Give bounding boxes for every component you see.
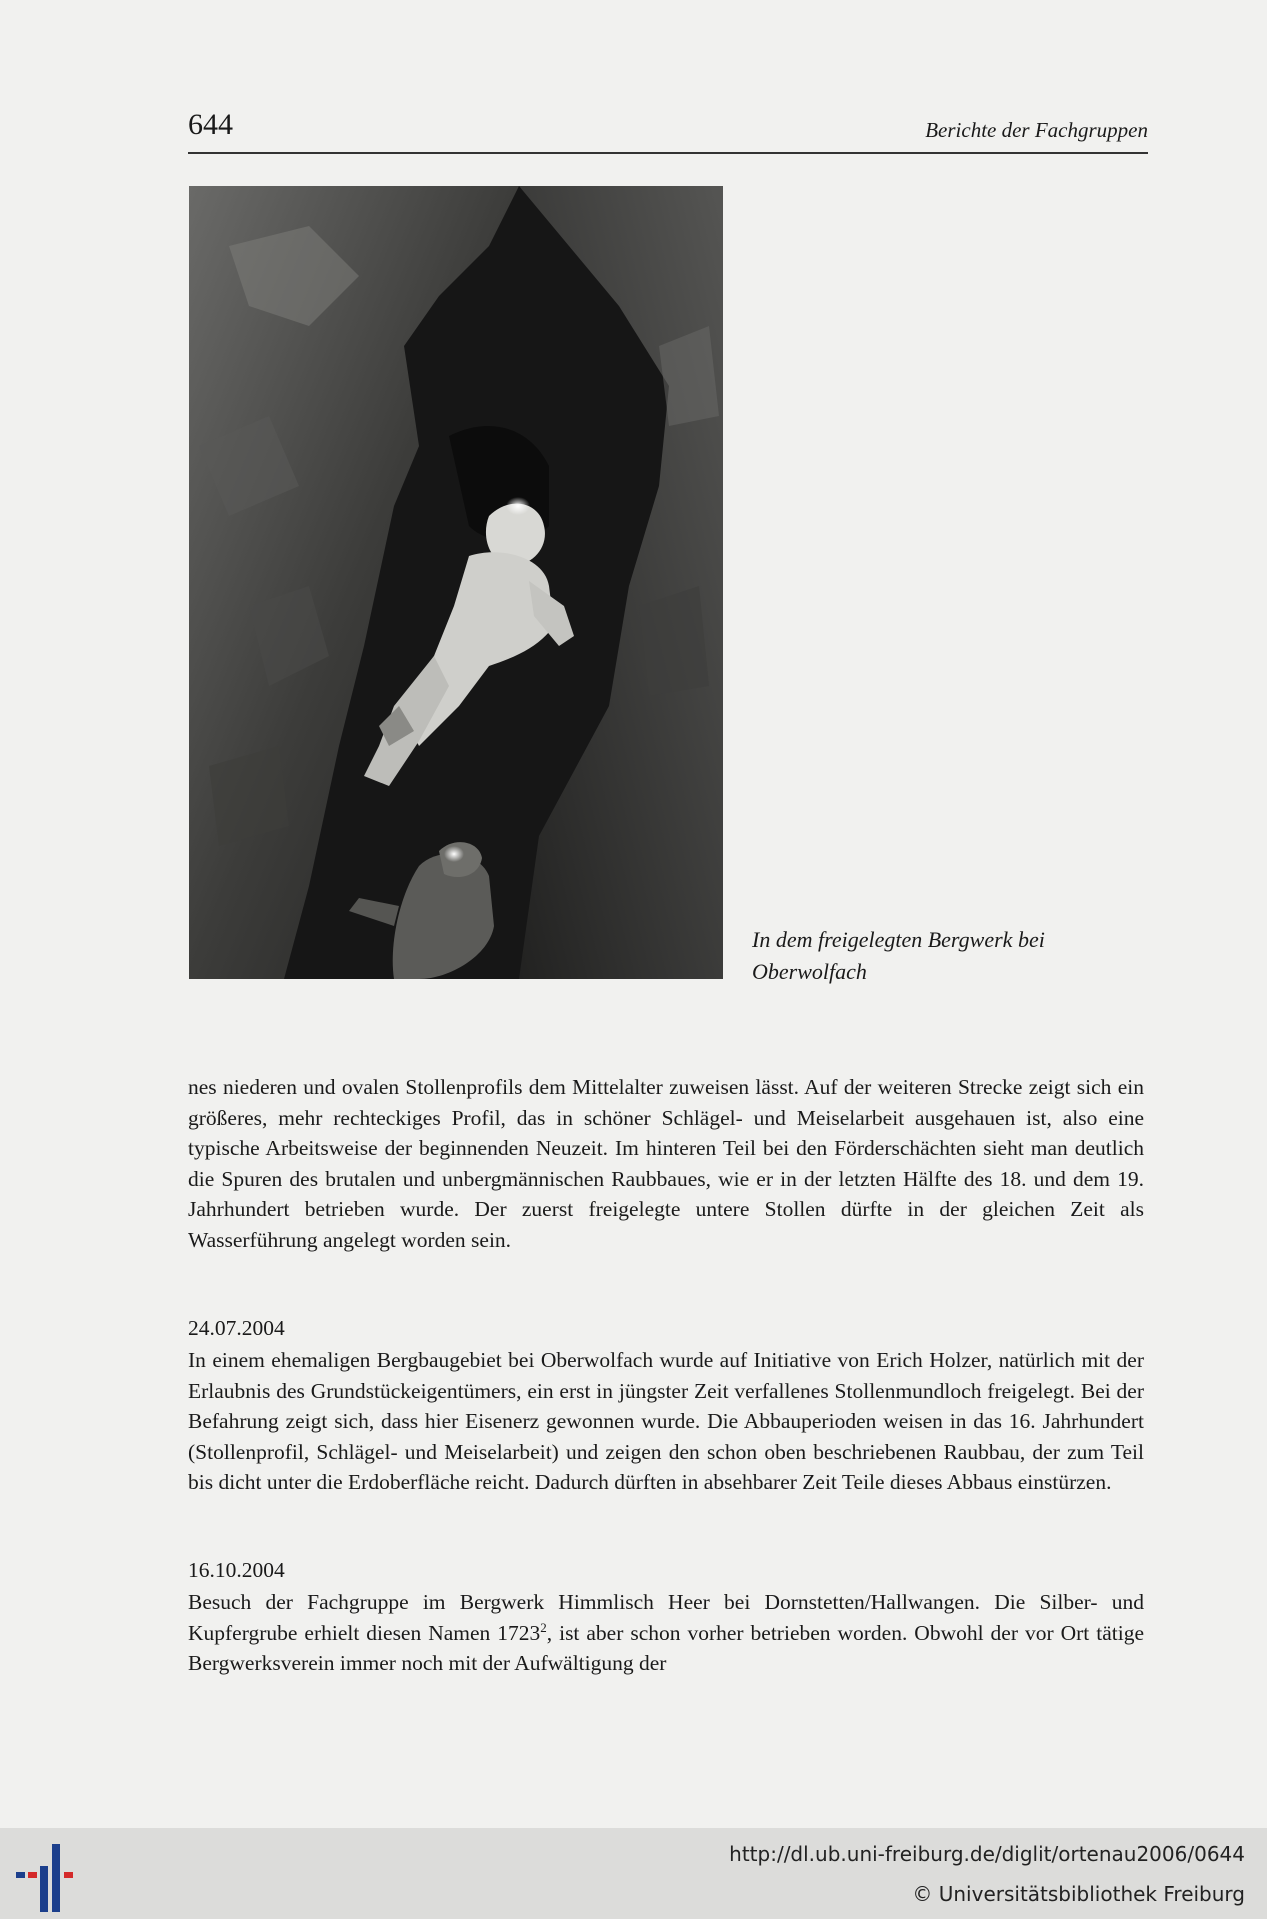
page-number: 644 bbox=[188, 108, 233, 141]
mine-photo bbox=[189, 186, 723, 979]
paragraph-3 bbox=[188, 1587, 1144, 1679]
paragraph-3-text bbox=[188, 1587, 1144, 1679]
paragraph-1 bbox=[188, 1072, 1144, 1255]
footer-copyright: © Universitätsbibliothek Freiburg bbox=[912, 1882, 1245, 1906]
mine-photo-graphic bbox=[189, 186, 723, 979]
paragraph-3-part-a: Besuch der Fachgruppe im Bergwerk Himmlisch Heer bei Dornstetten/Hallwangen. Die Silber- und Kupfergrube erhielt diesen Namen 1723 bbox=[188, 1590, 1144, 1645]
footnote-marker[interactable]: 2 bbox=[540, 1619, 547, 1635]
paragraph-3-part-b: , ist aber schon vorher betrieben worden. Obwohl der vor Ort tätige Bergwerksverein immer noch mit der Aufwältigung der bbox=[188, 1620, 1144, 1675]
paragraph-2 bbox=[188, 1345, 1144, 1498]
footer-url-link[interactable]: http://dl.ub.uni-freiburg.de/diglit/ortenau2006/0644 bbox=[729, 1842, 1245, 1866]
footer-bar bbox=[0, 1828, 1267, 1919]
page-header bbox=[188, 108, 1148, 154]
paragraph-1-text: nes niederen und ovalen Stollenprofils dem Mittelalter zuweisen lässt. Auf der weiteren Strecke zeigt sich ein größeres, mehr rechteckiges Profil, das in schöner Schlägel- und Meiselarbeit ausgehauen ist, also eine typische Arbeitsweise der beginnenden Neuzeit. Im hinteren Teil bei den Förderschächten sieht man deutlich die Spuren des brutalen und unbergmännischen Raubbaues, wie er in der letzten Hälfte des 18. und dem 19. Jahrhundert betrieben wurde. Der zuerst freigelegte untere Stollen dürfte in der gleichen Zeit als Wasserführung angelegt worden sein. bbox=[188, 1075, 1144, 1252]
photo-caption: In dem freigelegten Bergwerk bei Oberwolfach bbox=[752, 927, 1045, 984]
date-heading-1: 24.07.2004 bbox=[188, 1316, 285, 1340]
library-logo-icon bbox=[16, 1842, 82, 1912]
paragraph-2-text: In einem ehemaligen Bergbaugebiet bei Oberwolfach wurde auf Initiative von Erich Holzer, natürlich mit der Erlaubnis des Grundstückeigentümers, ein erst in jüngster Zeit verfallenes Stollenmundloch freigelegt. Bei der Befahrung zeigt sich, dass hier Eisenerz gewonnen wurde. Die Abbauperioden weisen in das 16. Jahrhundert (Stollenprofil, Schlägel- und Meiselarbeit) und zeigen den schon oben beschriebenen Raubbau, der zum Teil bis dicht unter die Erdoberfläche reicht. Dadurch dürften in absehbarer Zeit Teile dieses Abbaus einstürzen. bbox=[188, 1348, 1144, 1494]
running-head: Berichte der Fachgruppen bbox=[925, 118, 1148, 142]
date-heading-2: 16.10.2004 bbox=[188, 1558, 285, 1582]
